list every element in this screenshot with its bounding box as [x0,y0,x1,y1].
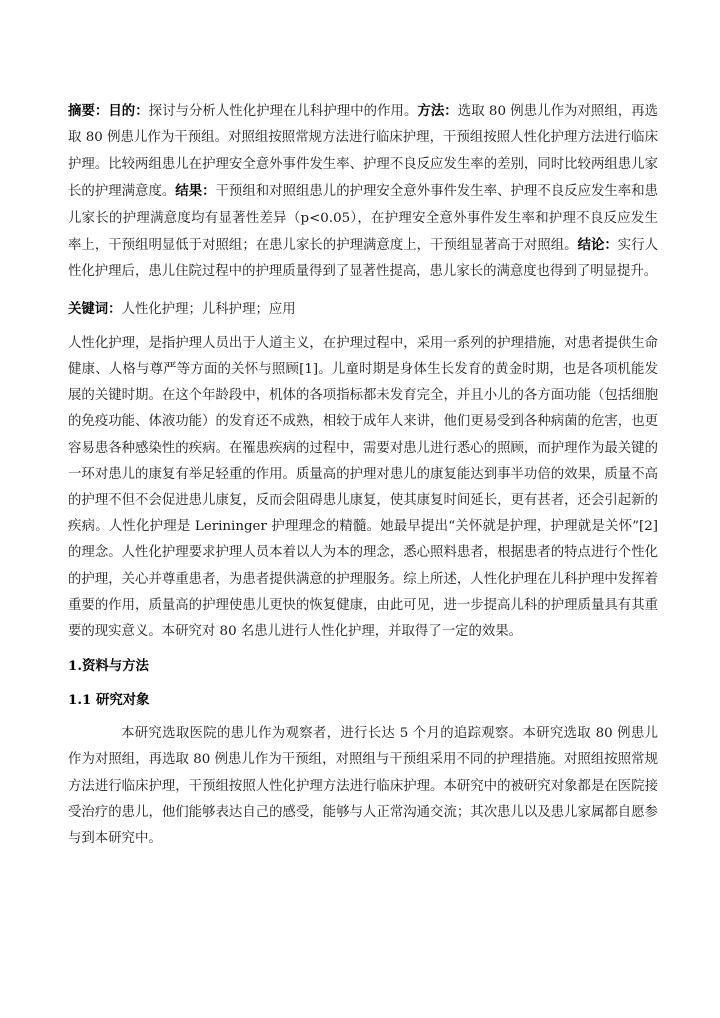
document-page [68,98,658,852]
keywords-paragraph [68,296,658,323]
section-heading-1-1: 1.1 研究对象 [68,692,150,709]
abstract-paragraph [68,98,658,286]
result-label: 结果： [175,183,216,200]
section-heading-1: 1.资料与方法 [68,658,149,675]
result-text: 干预组和对照组患儿的护理安全意外事件发生率、护理不良反应发生率和患儿家长的护理满意度均有显著性差异（p<0.05），在护理安全意外事件发生率和护理不良反应发生率上，干预组明显低于对照组；在患儿家长的护理满意度上，干预组显著高于对照组。 [68,184,659,254]
objective-label: 目的： [108,103,149,119]
intro-paragraph: 人性化护理，是指护理人员出于人道主义，在护理过程中，采用一系列的护理措施，对患者提供生命健康、人格与尊严等方面的关怀与照顾[1]。儿童时期是身体生长发育的黄金时期，也是各项机能发展的关键时期。在这个年龄段中，机体的各项指标都未发育完全，并且小儿的各方面功能（包括细胞的免疫功能、体液功能）的发育还不成熟，相较于成年人来讲，他们更易受到各种病菌的危害，也更容易患各种感染性的疾病。在罹患疾病的过程中，需要对患儿进行悉心的照顾，而护理作为最关键的一环对患儿的康复有举足轻重的作用。质量高的护理对患儿的康复能达到事半功倍的效果，质量不高的护理不但不会促进患儿康复，反而会阻碍患儿康复，使其康复时间延长，更有甚者，还会引起新的疾病。人性化护理是 Lerininger 护理理念的精髓。她最早提出“关怀就是护理，护理就是关怀”[2]的理念。人性化护理要求护理人员本着以人为本的理念，悉心照料患者，根据患者的特点进行个性化的护理，关心并尊重患者，为患者提供满意的护理服务。综上所述，人性化护理在儿科护理中发挥着重要的作用，质量高的护理使患儿更快的恢复健康，由此可见，进一步提高儿科的护理质量具有其重要的现实意义。本研究对 80 名患儿进行人性化护理，并取得了一定的效果。 [68,335,658,640]
method-label: 方法： [417,103,458,119]
keywords-label: 关键词： [68,300,122,317]
objective-text: 探讨与分析人性化护理在儿科护理中的作用。 [148,104,418,119]
conclusion-text: 实行人性化护理后，患儿住院过程中的护理质量得到了显著性提高，患儿家长的满意度也得到了明显提升。 [68,238,659,280]
method-text: 选取 80 例患儿作为对照组，再选取 80 例患儿作为干预组。对照组按照常规方法进行临床护理，干预组按照人性化护理方法进行临床护理。比较两组患儿在护理安全意外事件发生率、护理不良反应发生率的差别，同时比较两组患儿家长的护理满意度。 [68,104,659,200]
section-1-1-paragraph: 本研究选取医院的患儿作为观察者，进行长达 5 个月的追踪观察。本研究选取 80 例患儿作为对照组，再选取 80 例患儿作为干预组，对照组与干预组采用不同的护理措施。对照组按照常规方法进行临床护理，干预组按照人性化护理方法进行临床护理。本研究中的被研究对象都是在医院接受治疗的患儿，他们能够表达自己的感受，能够与人正常沟通交流；其次患儿以及患儿家属都自愿参与到本研究中。 [68,726,658,847]
conclusion-label: 结论： [577,237,618,254]
keywords-text: 人性化护理；儿科护理；应用 [121,301,296,317]
abstract-label: 摘要： [68,103,109,119]
